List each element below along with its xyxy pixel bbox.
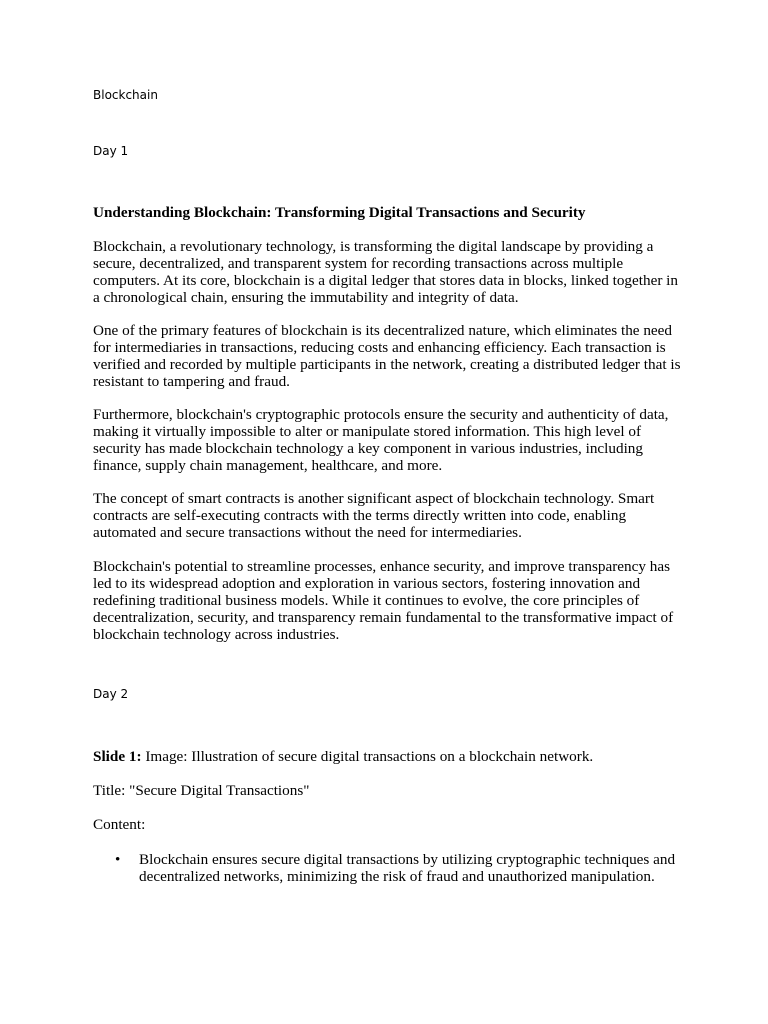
slide-1-line	[93, 748, 683, 765]
bullet-icon: •	[115, 851, 121, 868]
day-2-label: Day 2	[93, 687, 129, 701]
slide-1-content-label: Content:	[93, 816, 146, 833]
document-title-line: Blockchain	[93, 88, 158, 102]
paragraph-5: Blockchain's potential to streamline processes, enhance security, and improve transparency has led to its widespread adoption and exploration in various sectors, fostering innovation and redefining traditional business models. While it continues to evolve, the core principles of decentralization, security, and transparency remain fundamental to the transformative impact of blockchain technology across industries.	[93, 558, 674, 643]
section-heading: Understanding Blockchain: Transforming Digital Transactions and Security	[93, 204, 586, 221]
paragraph-1: Blockchain, a revolutionary technology, is transforming the digital landscape by providing a secure, decentralized, and transparent system for recording transactions across multiple computers. At its core, blockchain is a digital ledger that stores data in blocks, linked together in a chronological chain, ensuring the immutability and integrity of data.	[93, 238, 678, 306]
paragraph-2: One of the primary features of blockchain is its decentralized nature, which eliminates the need for intermediaries in transactions, reducing costs and enhancing efficiency. Each transaction is verified and recorded by multiple participants in the network, creating a distributed ledger that is resistant to tampering and fraud.	[93, 322, 681, 390]
slide-1-image-text: Image: Illustration of secure digital transactions on a blockchain network.	[141, 748, 594, 765]
paragraph-4: The concept of smart contracts is another significant aspect of blockchain technology. Smart contracts are self-executing contracts with the terms directly written into code, enabling automated and secure transactions without the need for intermediaries.	[93, 490, 655, 541]
bullet-text: Blockchain ensures secure digital transactions by utilizing cryptographic techniques and decentralized networks, minimizing the risk of fraud and unauthorized manipulation.	[139, 851, 676, 885]
list-item	[93, 851, 683, 885]
paragraph-3: Furthermore, blockchain's cryptographic protocols ensure the security and authenticity of data, making it virtually impossible to alter or manipulate stored information. This high level of security has made blockchain technology a key component in various industries, including finance, supply chain management, healthcare, and more.	[93, 406, 669, 474]
slide-1-title-line: Title: "Secure Digital Transactions"	[93, 782, 310, 799]
day-1-label: Day 1	[93, 144, 129, 158]
slide-1-label: Slide 1:	[93, 748, 142, 765]
slide-1-bullet-list	[93, 851, 683, 885]
